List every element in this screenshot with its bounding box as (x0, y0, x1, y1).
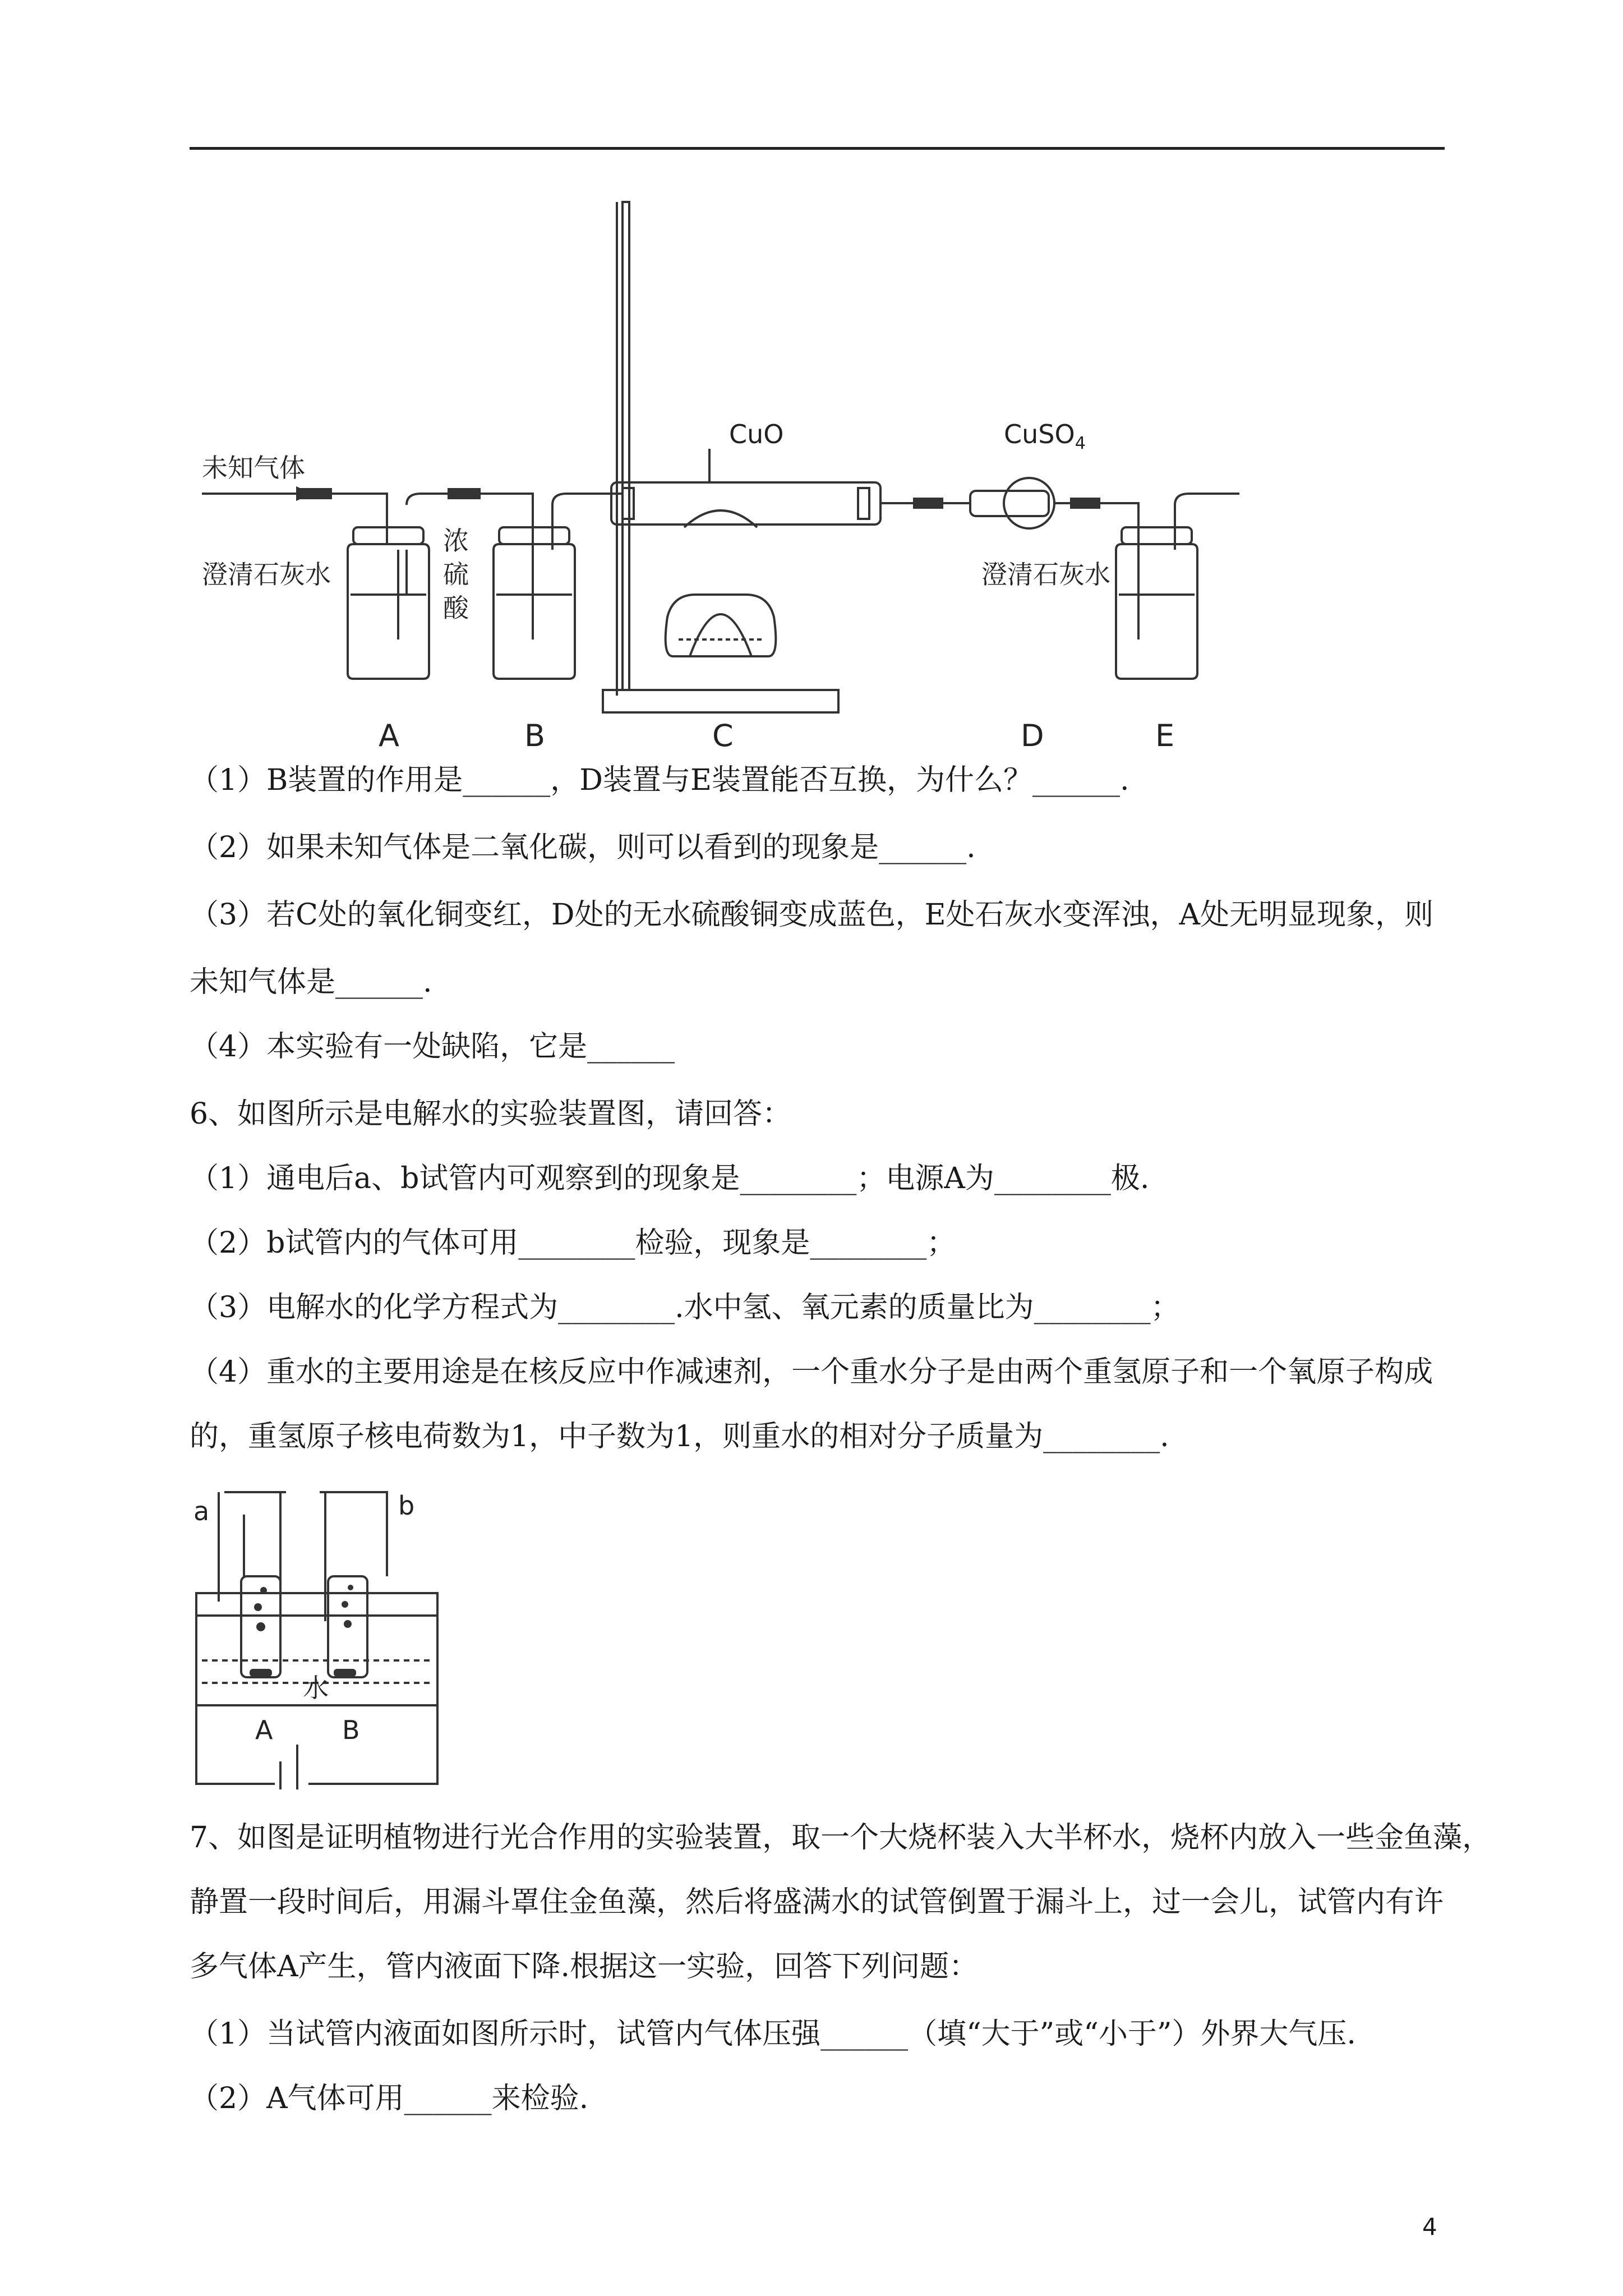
page-number: 4 (1422, 2213, 1437, 2240)
q7-line-5: （2）A气体可用______来检验. (190, 2082, 589, 2115)
electrode-a-label: A (255, 1715, 273, 1745)
label-a: A (379, 718, 399, 753)
q6-line-4: （4）重水的主要用途是在核反应中作减速剂，一个重水分子是由两个重氢原子和一个氧原子构成 (190, 1355, 1433, 1389)
q6-line-3: （3）电解水的化学方程式为________.水中氢、氧元素的质量比为________； (190, 1291, 1180, 1324)
q5-line-2: （2）如果未知气体是二氧化碳，则可以看到的现象是______. (190, 831, 976, 864)
acid-label-3: 酸 (443, 593, 469, 623)
limewater-e-label: 澄清石灰水 (981, 559, 1110, 590)
cuso4-label: CuSO$_4$ (1004, 419, 1086, 453)
electrode-b-label: B (342, 1715, 360, 1745)
limewater-a-label: 澄清石灰水 (202, 559, 331, 590)
label-b: B (524, 718, 546, 753)
gas-label: 未知气体 (202, 453, 305, 483)
q5-line-5: （4）本实验有一处缺陷，它是______ (190, 1030, 675, 1064)
cuo-label: CuO (729, 419, 784, 449)
q5-line-1: （1）B装置的作用是______，D装置与E装置能否互换，为什么？______. (190, 763, 1129, 797)
q7-line-1: 7、如图是证明植物进行光合作用的实验装置，取一个大烧杯装入大半杯水，烧杯内放入一些金鱼藻， (190, 1821, 1492, 1855)
label-d: D (1021, 718, 1044, 753)
tube-a-label: a (193, 1496, 210, 1526)
tube-b-label: b (398, 1490, 415, 1521)
acid-label-2: 硫 (443, 559, 469, 590)
q6-line-5: 的，重氢原子核电荷数为1，中子数为1，则重水的相对分子质量为________. (190, 1420, 1169, 1453)
q7-line-3: 多气体A产生，管内液面下降.根据这一实验，回答下列问题： (190, 1950, 979, 1984)
apparatus-diagram (185, 191, 1251, 757)
electrolysis-diagram (191, 1481, 460, 1789)
water-label: 水 (303, 1673, 329, 1703)
label-e: E (1155, 718, 1175, 753)
acid-label-1: 浓 (443, 526, 469, 556)
q6-line-2: （2）b试管内的气体可用________检验，现象是________； (190, 1226, 956, 1260)
header-rule (190, 147, 1445, 150)
q7-line-4: （1）当试管内液面如图所示时，试管内气体压强______（填“大于”或“小于”）外界大气压. (190, 2017, 1356, 2051)
q7-line-2: 静置一段时间后，用漏斗罩住金鱼藻，然后将盛满水的试管倒置于漏斗上，过一会儿，试管内有许 (190, 1885, 1444, 1919)
label-c: C (712, 718, 734, 753)
q6-title: 6、如图所示是电解水的实验装置图，请回答： (190, 1097, 792, 1131)
q6-line-1: （1）通电后a、b试管内可观察到的现象是________；电源A为________极. (190, 1162, 1150, 1195)
q5-line-3: （3）若C处的氧化铜变红，D处的无水硫酸铜变成蓝色，E处石灰水变浑浊，A处无明显现象，则 (190, 898, 1434, 932)
q5-line-4: 未知气体是______. (190, 965, 432, 999)
